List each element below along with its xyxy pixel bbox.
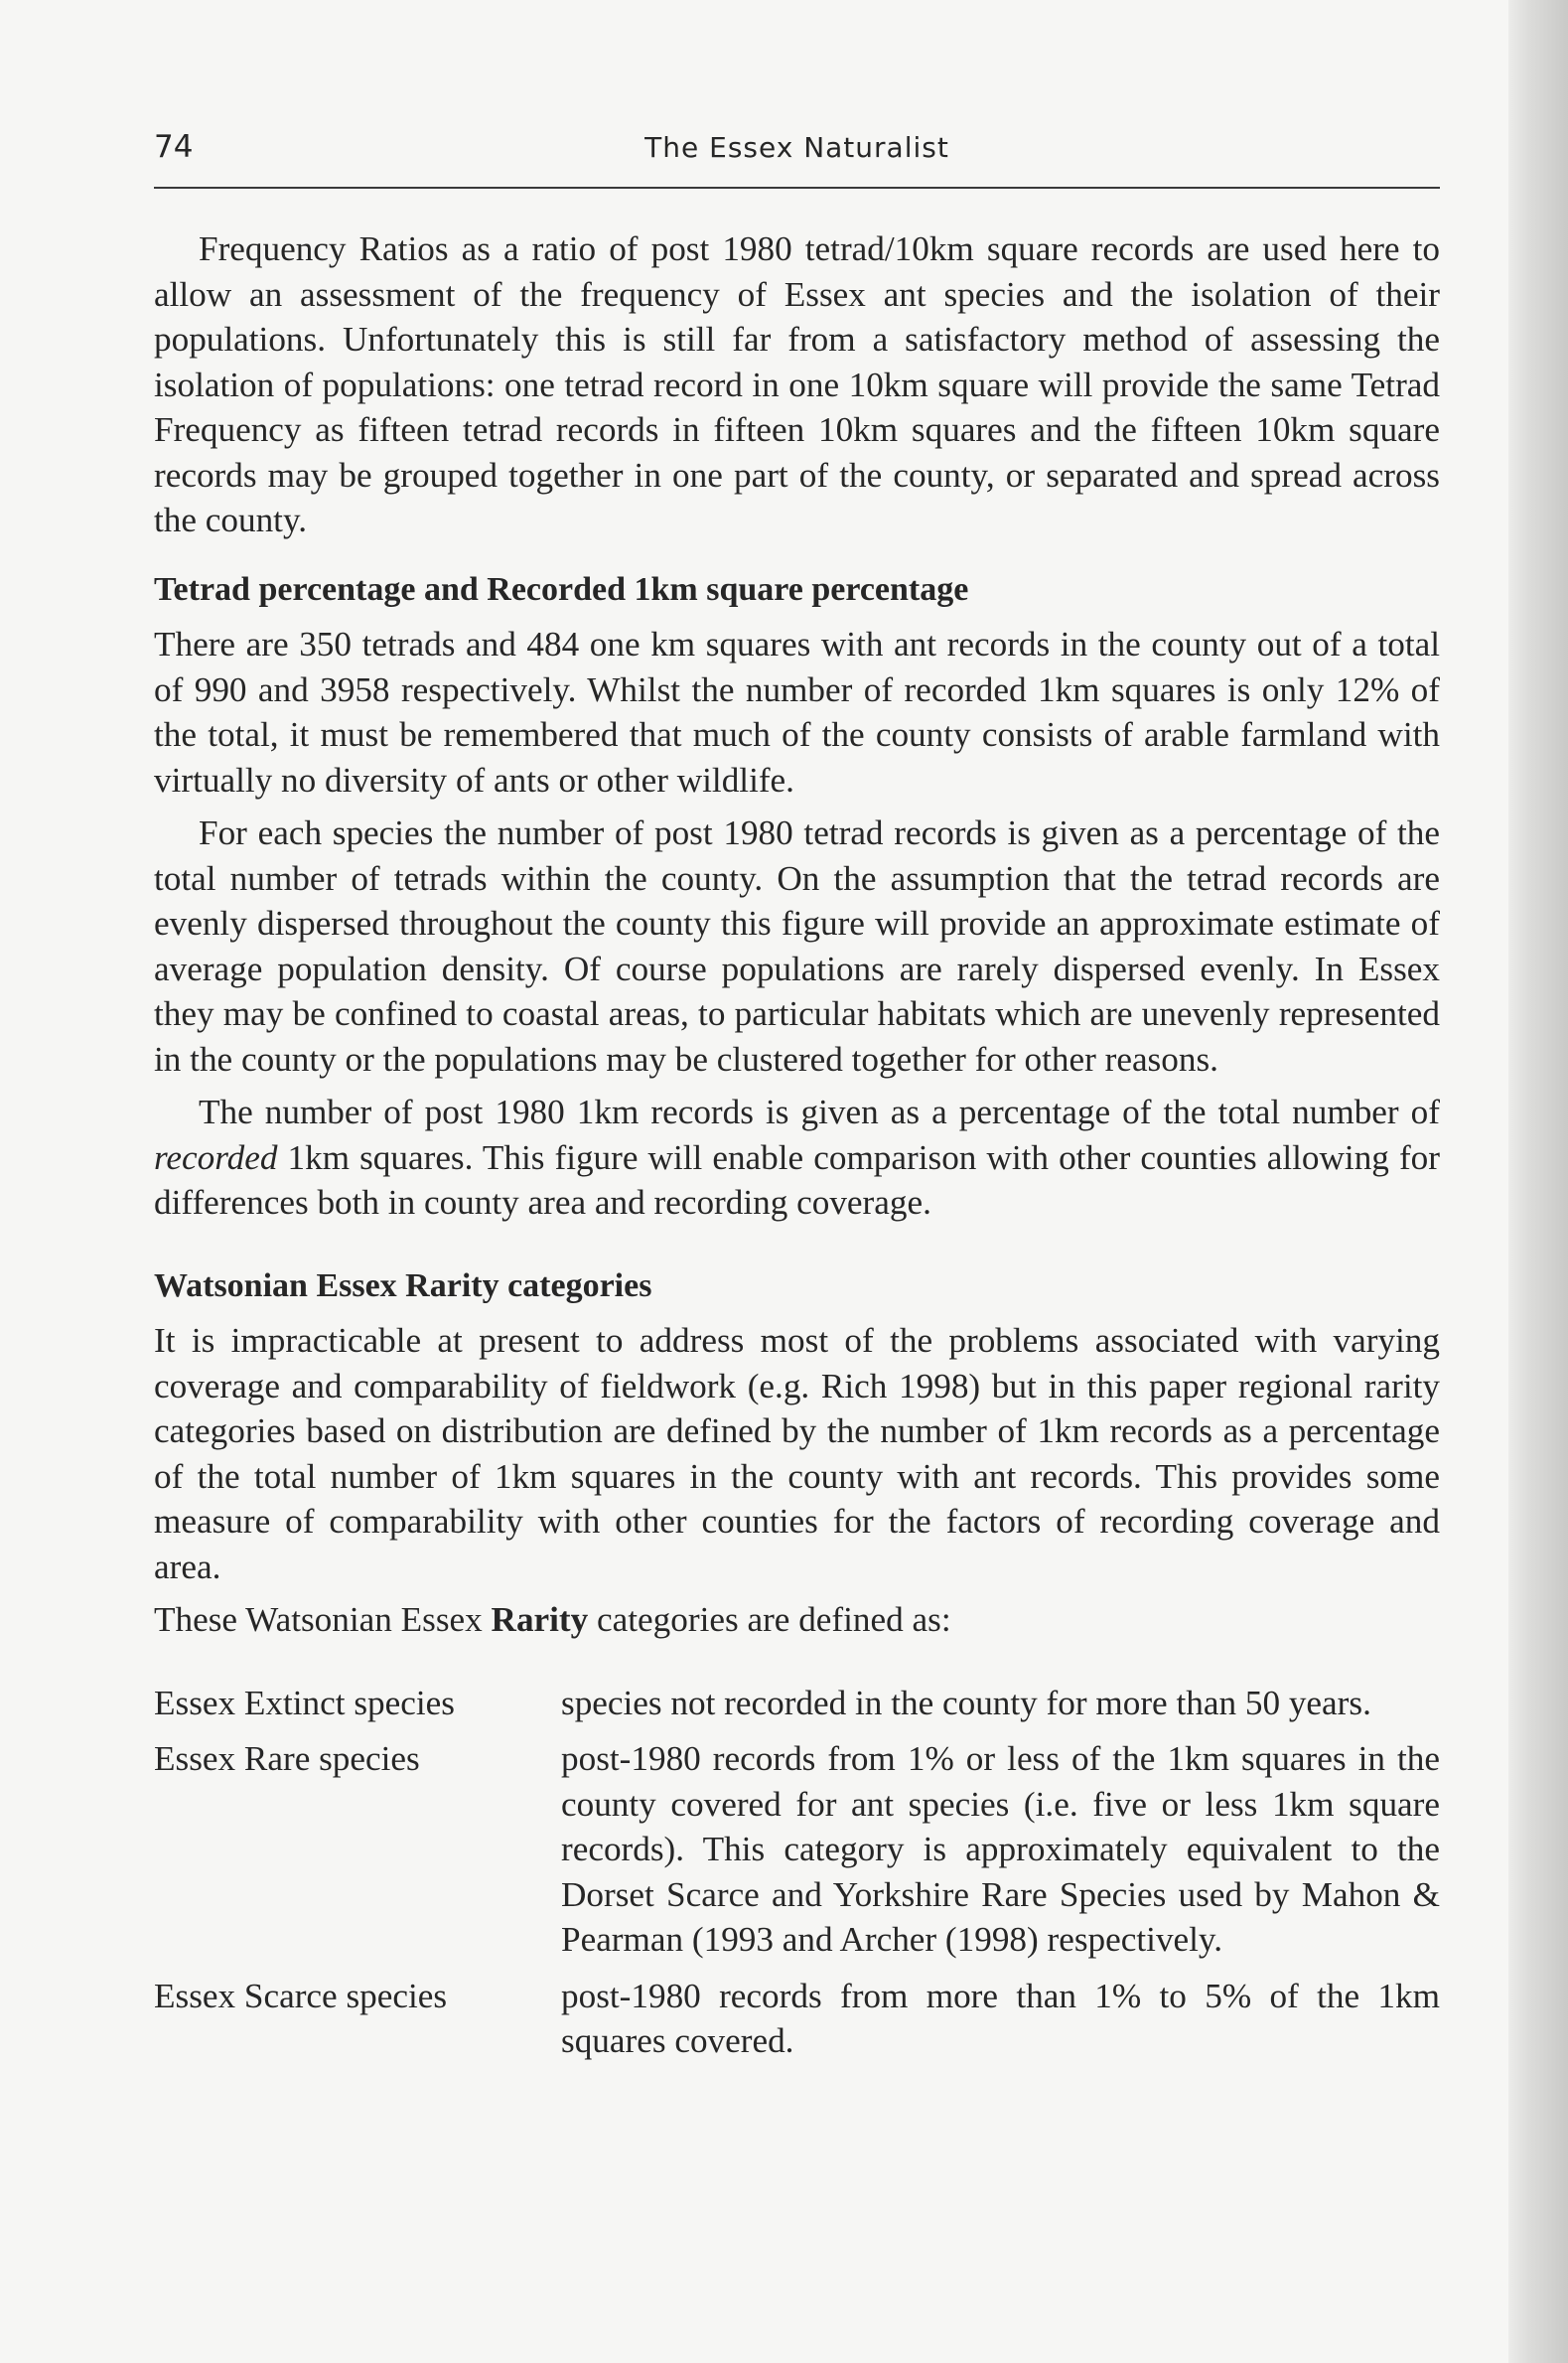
tetrad-paragraph-1: There are 350 tetrads and 484 one km squares with ant records in the county out of a total of 990 and 3958 respectively. Whilst the number of recorded 1km squares is only 12% of the total, it must be remembered that much of the county consists of arable farmland with virtually no diversity of ants or other wildlife. [154,625,1440,800]
page-edge-shadow [1508,0,1568,2363]
definition-term: Essex Scarce species [154,1976,448,2015]
definition-row-scarce [154,1974,1440,2064]
section-heading-rarity: Watsonian Essex Rarity categories [154,1266,652,1304]
body-text [154,189,1440,2064]
running-head [154,0,1440,189]
tetrad-paragraph-2: For each species the number of post 1980 tetrad records is given as a percentage of the total number of tetrads within the county. On the assumption that the tetrad records are evenly dispersed throughout the county this figure will provide an approximate estimate of average population density. Of course populations are rarely dispersed evenly. In Essex they may be confined to coastal areas, to particular habitats which are unevenly represented in the county or the populations may be clustered together for other reasons. [154,813,1440,1079]
rarity-intro-text-1: These Watsonian Essex [154,1600,492,1639]
definition-description: species not recorded in the county for more than 50 years. [561,1683,1371,1722]
page-number: 74 [154,129,194,165]
section-heading-tetrad: Tetrad percentage and Recorded 1km square percentage [154,570,969,608]
definition-row-rare [154,1736,1440,1963]
intro-paragraph: Frequency Ratios as a ratio of post 1980 tetrad/10km square records are used here to allow an assessment of the frequency of Essex ant species and the isolation of their populations. Unfortunately this is still far from a satisfactory method of assessing the isolation of populations: one tetrad record in one 10km square will provide the same Tetrad Frequency as fifteen tetrad records in fifteen 10km squares and the fifteen 10km square records may be grouped together in one part of the county, or separated and spread across the county. [154,229,1440,539]
definition-term: Essex Extinct species [154,1683,455,1722]
definition-row-extinct [154,1681,1440,1726]
tetrad-p3-emphasis: recorded [154,1137,278,1177]
tetrad-paragraph-3 [154,1090,1440,1226]
journal-title: The Essex Naturalist [644,131,949,164]
definition-description: post-1980 records from 1% or less of the 1km squares in the county covered for ant species (i.e. five or less 1km square records). This category is approximately equivalent to the Dorset Scarce and Yorkshire Rare Species used by Mahon & Pearman (1993 and Archer (1998) respectively. [561,1739,1440,1959]
rarity-intro-text-2: categories are defined as: [588,1600,951,1639]
tetrad-p3-text-1: The number of post 1980 1km records is given as a percentage of the total number of [199,1093,1440,1131]
page [154,0,1440,2075]
rarity-paragraph: It is impracticable at present to address most of the problems associated with varying coverage and comparability of fieldwork (e.g. Rich 1998) but in this paper regional rarity categories based on distribution are defined by the number of 1km records as a percentage of the total number of 1km squares in the county with ant records. This provides some measure of comparability with other counties for the factors of recording coverage and area. [154,1321,1440,1586]
rarity-intro [154,1597,1440,1643]
definition-term: Essex Rare species [154,1739,420,1778]
definition-description: post-1980 records from more than 1% to 5% of the 1km squares covered. [561,1976,1440,2060]
tetrad-p3-text-2: 1km squares. This figure will enable comparison with other counties allowing for differences both in county area and recording coverage. [154,1137,1440,1222]
rarity-intro-bold: Rarity [491,1600,589,1639]
